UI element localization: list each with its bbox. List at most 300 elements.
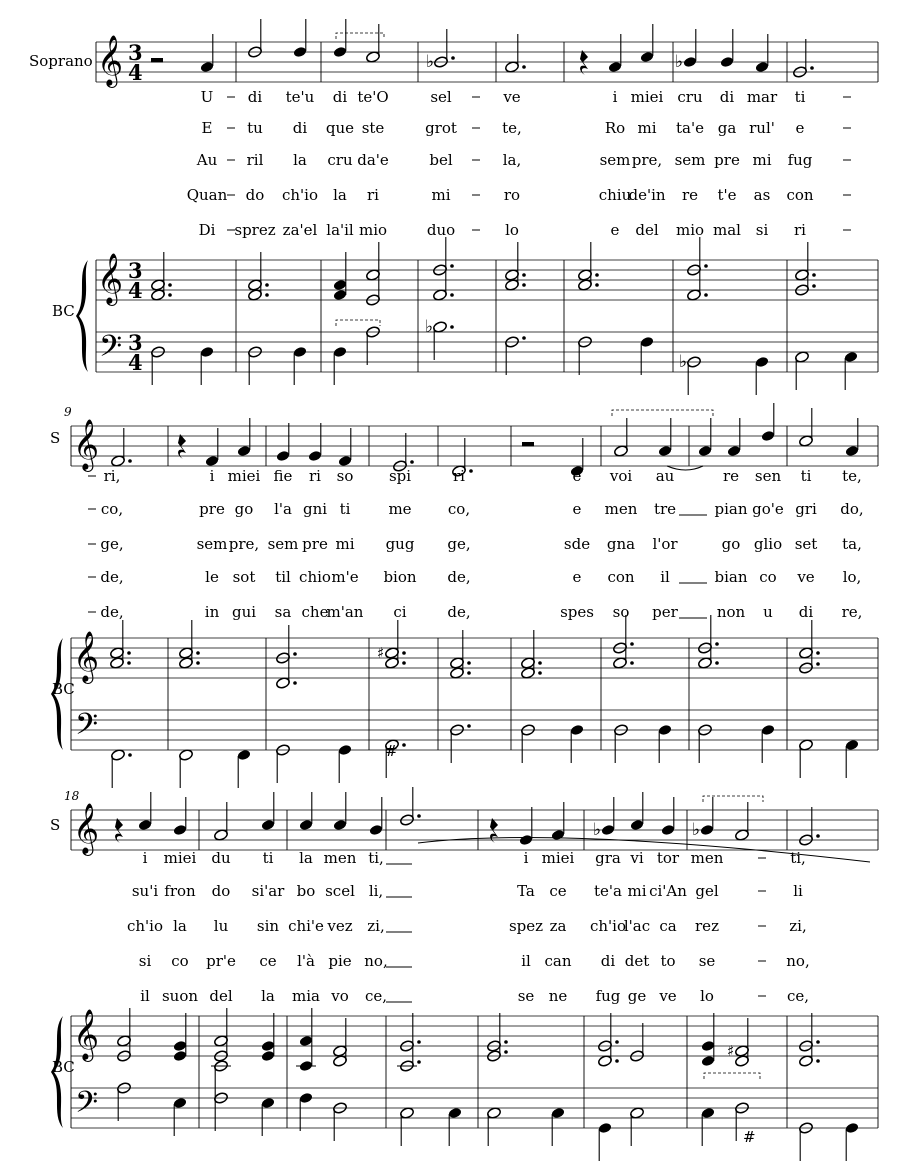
lyric-syllable: miei [630, 88, 664, 106]
lyric-syllable: co, [100, 500, 124, 518]
half-rest [522, 442, 534, 447]
lyric-syllable: Au [196, 151, 218, 169]
lyric-syllable: di [600, 952, 616, 970]
augmentation-dot [450, 293, 454, 297]
lyric-syllable: la [293, 151, 307, 169]
augmentation-dot [812, 273, 816, 277]
lyric-syllable: ne [548, 987, 568, 1005]
augmentation-dot [630, 661, 634, 665]
lyric-syllable: E [201, 119, 213, 137]
notehead-fill [755, 356, 770, 368]
note-G4 [308, 450, 323, 462]
notehead-fill [333, 279, 348, 291]
augmentation-dot [615, 1040, 619, 1044]
lyric-syllable: cru [327, 151, 353, 169]
lyric-syllable: tu [247, 119, 263, 137]
notehead-fill [173, 824, 188, 836]
lyric-syllable: sot [232, 568, 256, 586]
augmentation-dot [595, 273, 599, 277]
augmentation-dot [715, 661, 719, 665]
lyric-syllable: Ta [517, 882, 535, 900]
augmentation-dot [168, 283, 172, 287]
lyric-syllable: bo [296, 882, 316, 900]
notehead-fill [630, 819, 645, 831]
lyric-syllable: gel [695, 882, 719, 900]
notehead-fill [293, 46, 308, 58]
augmentation-dot [196, 651, 200, 655]
note-F2 [237, 749, 252, 761]
quarter-rest [580, 50, 588, 75]
lyric-syllable: que [325, 119, 355, 137]
note-B4 [173, 824, 188, 836]
note-B4 [601, 824, 616, 836]
lyric-syllable: ti [794, 88, 806, 106]
notehead-fill [338, 455, 353, 467]
note-C5 [299, 819, 314, 831]
augmentation-dot [704, 293, 708, 297]
lyric-syllable: la [261, 987, 275, 1005]
note-G2 [338, 744, 353, 756]
lyric-syllable: can [544, 952, 572, 970]
lyric-syllable: de, [447, 603, 471, 621]
note-G2 [598, 1122, 613, 1134]
lyric-syllable: non [716, 603, 746, 621]
augmentation-dot [816, 1040, 820, 1044]
lyric-syllable: di [292, 119, 308, 137]
lyric-syllable: si [755, 221, 769, 239]
chord-note-D4 [701, 1055, 716, 1067]
lyric-syllable: i [142, 849, 148, 867]
note-B4 [700, 824, 715, 836]
lyric-syllable: do, [840, 500, 864, 518]
lyric-syllable: lo [505, 221, 519, 239]
sharp-sign: ♯ [727, 1042, 735, 1060]
lyric-syllable: il [660, 568, 670, 586]
notehead-fill [261, 819, 276, 831]
lyric-syllable: da'e [357, 151, 389, 169]
notehead-fill [551, 1107, 566, 1119]
augmentation-dot [522, 283, 526, 287]
soprano-staff-2 [71, 426, 878, 466]
lyric-syllable: go'e [752, 500, 784, 518]
notehead-fill [519, 834, 534, 846]
bc-label-1: BC [52, 302, 75, 320]
augmentation-dot [816, 662, 820, 666]
lyric-syllable: miei [163, 849, 197, 867]
notehead-fill [700, 824, 715, 836]
lyric-syllable: tor [656, 849, 680, 867]
chord-note-A4 [333, 279, 348, 291]
note-D3 [658, 724, 673, 736]
lyric-syllable: il [521, 952, 531, 970]
augmentation-dot [196, 661, 200, 665]
lyric-syllable: de, [100, 568, 124, 586]
lyric-syllable: si [138, 952, 152, 970]
lyric-syllable: si'ar [251, 882, 285, 900]
lyric-syllable: ti, [790, 849, 806, 867]
note-B4 [720, 56, 735, 68]
ligature-bracket [703, 796, 763, 802]
lyric-syllable: miei [541, 849, 575, 867]
bass-clef-icon: 𝄢 [75, 708, 99, 749]
augmentation-dot [127, 661, 131, 665]
notehead-fill [200, 61, 215, 73]
lyric-syllable: il [140, 987, 150, 1005]
lyric-syllable: di [332, 88, 348, 106]
notehead-fill [658, 724, 673, 736]
augmentation-dot [467, 724, 471, 728]
lyric-syllable: mi [627, 882, 647, 900]
augmentation-dot [402, 743, 406, 747]
augmentation-dot [504, 1040, 508, 1044]
lyric-syllable: e [795, 119, 805, 137]
notehead-fill [261, 1097, 276, 1109]
lyric-syllable: u [763, 603, 773, 621]
note-D5 [761, 430, 776, 442]
lyric-syllable: ti [262, 849, 274, 867]
lyric-syllable: ce [549, 882, 567, 900]
notehead-fill [333, 289, 348, 301]
note-C3 [701, 1107, 716, 1119]
lyric-syllable: Di [198, 221, 216, 239]
lyric-syllable: sem [267, 535, 299, 553]
bass-clef-icon: 𝄢 [99, 330, 123, 371]
note-D3 [333, 346, 348, 358]
treble-clef-icon: 𝄞 [73, 1009, 100, 1060]
augmentation-dot [417, 1040, 421, 1044]
lyric-syllable: lo, [842, 568, 862, 586]
augmentation-dot [816, 651, 820, 655]
augmentation-dot [504, 1050, 508, 1054]
lyric-syllable: con [607, 568, 635, 586]
lyric-syllable: me [388, 500, 412, 518]
notehead-fill [720, 56, 735, 68]
lyric-syllable: la'il [326, 221, 354, 239]
augmentation-dot [128, 459, 132, 463]
chord-note-A4 [299, 1035, 314, 1047]
flat-sign: ♭ [426, 52, 435, 72]
lyric-syllable: so [336, 467, 354, 485]
lyric-syllable: e [572, 467, 582, 485]
lyric-syllable: pre [714, 151, 740, 169]
lyric-syllable: de, [447, 568, 471, 586]
note-C3 [844, 351, 859, 363]
notehead-fill [299, 1092, 314, 1104]
lyric-syllable: do [211, 882, 231, 900]
lyric-syllable: ri, [103, 467, 121, 485]
measure-number-18: 18 [64, 789, 80, 803]
lyric-syllable: ro [503, 186, 521, 204]
lyric-syllable: mio [675, 221, 705, 239]
augmentation-dot [595, 283, 599, 287]
lyric-syllable: l'a [274, 500, 292, 518]
note-F3 [640, 336, 655, 348]
augmentation-dot [293, 681, 297, 685]
notehead-fill [755, 61, 770, 73]
lyric-syllable: ge [627, 987, 647, 1005]
lyric-syllable: m'an [326, 603, 364, 621]
note-C5 [333, 819, 348, 831]
lyric-syllable: ch'io [589, 917, 627, 935]
notehead-fill [551, 829, 566, 841]
chord-note-F4 [333, 289, 348, 301]
bc-bass-staff-3 [71, 1088, 878, 1128]
lyric-syllable: gug [385, 535, 415, 553]
lyric-syllable: scel [325, 882, 355, 900]
augmentation-dot [417, 1060, 421, 1064]
lyric-syllable: duo [426, 221, 456, 239]
lyric-syllable: ch'io [281, 186, 319, 204]
lyric-syllable: til [275, 568, 291, 586]
notehead-fill [299, 1060, 314, 1072]
lyric-syllable: in [204, 603, 220, 621]
chord-note-E4 [261, 1050, 276, 1062]
notehead-fill [448, 1107, 463, 1119]
note-B4 [369, 824, 384, 836]
note-A4 [755, 61, 770, 73]
lyric-syllable: fie [273, 467, 293, 485]
note-F4 [338, 455, 353, 467]
lyric-syllable: za [549, 917, 567, 935]
lyric-syllable: e [610, 221, 620, 239]
notehead-fill [845, 445, 860, 457]
lyric-syllable: la [299, 849, 313, 867]
lyric-syllable: chi'e [288, 917, 324, 935]
lyric-syllable: se [517, 987, 535, 1005]
lyric-syllable: Quan [186, 186, 228, 204]
lyric-syllable: del [209, 987, 233, 1005]
lyric-syllable: gni [302, 500, 328, 518]
lyric-syllable: le [205, 568, 219, 586]
time-signature-denominator: 4 [128, 350, 143, 375]
notehead-fill [237, 749, 252, 761]
notehead-fill [138, 819, 153, 831]
notehead-fill [261, 1040, 276, 1052]
lyric-syllable: te'u [285, 88, 315, 106]
lyric-syllable: ti [339, 500, 351, 518]
note-C3 [551, 1107, 566, 1119]
note-A2 [845, 739, 860, 751]
lyric-syllable: men [323, 849, 357, 867]
lyric-syllable: per [652, 603, 678, 621]
lyric-syllable: mi [335, 535, 355, 553]
lyric-syllable: cru [677, 88, 703, 106]
lyric-syllable: sprez [234, 221, 276, 239]
augmentation-dot [538, 661, 542, 665]
note-D3 [761, 724, 776, 736]
augmentation-dot [810, 66, 814, 70]
lyric-syllable: di [247, 88, 263, 106]
lyric-syllable: vo [331, 987, 349, 1005]
soprano-label: Soprano [29, 52, 93, 70]
lyric-syllable: ve [797, 568, 815, 586]
lyric-syllable: ce, [364, 987, 388, 1005]
note-G2 [845, 1122, 860, 1134]
lyric-syllable: ga [717, 119, 737, 137]
lyric-syllable: l'à [297, 952, 315, 970]
lyric-syllable: vez [327, 917, 353, 935]
chord-note-C4 [299, 1060, 314, 1072]
lyric-syllable: re [722, 467, 740, 485]
lyric-syllable: di [798, 603, 814, 621]
notehead-fill [369, 824, 384, 836]
notehead-fill [205, 455, 220, 467]
notehead-fill [761, 724, 776, 736]
augmentation-dot [469, 469, 473, 473]
note-A4 [237, 445, 252, 457]
notehead-fill [698, 445, 713, 457]
notehead-fill [173, 1050, 188, 1062]
notehead-fill [200, 346, 215, 358]
augmentation-dot [522, 65, 526, 69]
lyric-syllable: gui [231, 603, 257, 621]
lyric-syllable: pre, [228, 535, 260, 553]
treble-clef-icon: 𝄞 [73, 803, 100, 854]
brace [76, 260, 88, 372]
lyric-syllable: go [721, 535, 741, 553]
augmentation-dot [265, 293, 269, 297]
lyric-syllable: co, [447, 500, 471, 518]
lyric-syllable: grot [425, 119, 457, 137]
note-A4 [845, 445, 860, 457]
augmentation-dot [715, 642, 719, 646]
lyric-syllable: ve [659, 987, 677, 1005]
lyric-syllable: ril [246, 151, 264, 169]
notehead-fill [276, 450, 291, 462]
ligature-bracket [704, 1073, 760, 1079]
note-E3 [261, 1097, 276, 1109]
note-A4 [658, 445, 673, 457]
lyric-syllable: pre, [631, 151, 663, 169]
lyric-syllable: l'ac [623, 917, 651, 935]
augmentation-dot [451, 56, 455, 60]
lyric-syllable: bel [429, 151, 453, 169]
bc-label-2: BC [52, 680, 75, 698]
lyric-syllable: ci [393, 603, 407, 621]
lyric-syllable: sde [563, 535, 591, 553]
lyric-syllable: de'in [628, 186, 666, 204]
augmentation-dot [127, 651, 131, 655]
note-C3 [448, 1107, 463, 1119]
lyric-syllable: lo [700, 987, 714, 1005]
lyric-syllable: mi [637, 119, 657, 137]
lyric-syllable: bion [383, 568, 417, 586]
lyric-syllable: fug [787, 151, 813, 169]
lyric-syllable: ca [659, 917, 677, 935]
lyric-syllable: ta, [842, 535, 862, 553]
time-signature-denominator: 4 [128, 60, 143, 85]
notehead-fill [173, 1040, 188, 1052]
lyric-syllable: to [660, 952, 676, 970]
lyric-syllable: au [655, 467, 675, 485]
lyric-syllable: su'i [131, 882, 159, 900]
notehead-fill [237, 445, 252, 457]
quarter-rest [178, 434, 186, 459]
lyric-syllable: gra [595, 849, 621, 867]
notehead-fill [658, 445, 673, 457]
lyric-syllable: det [624, 952, 650, 970]
lyric-syllable: so [612, 603, 630, 621]
notehead-fill [761, 430, 776, 442]
chord-note-E4 [173, 1050, 188, 1062]
figure-sharp-1: # [385, 742, 398, 760]
note-C5 [261, 819, 276, 831]
lyric-syllable: l'or [652, 535, 678, 553]
augmentation-dot [816, 834, 820, 838]
time-signature-numerator: 3 [128, 258, 143, 283]
augmentation-dot [168, 293, 172, 297]
lyric-syllable: go [234, 500, 254, 518]
lyric-syllable: ri [309, 467, 321, 485]
sharp-sign: ♯ [377, 644, 385, 662]
lyric-syllable: sin [256, 917, 280, 935]
augmentation-dot [816, 1059, 820, 1063]
lyric-syllable: fug [595, 987, 621, 1005]
lyric-syllable: do [245, 186, 265, 204]
flat-sign: ♭ [425, 317, 434, 337]
lyric-syllable: glio [753, 535, 783, 553]
lyric-syllable: de, [100, 603, 124, 621]
lyric-syllable: i [209, 467, 215, 485]
notehead-fill [293, 346, 308, 358]
note-G4 [276, 450, 291, 462]
measure-number-9: 9 [64, 405, 72, 419]
lyric-syllable: ri [367, 186, 379, 204]
lyric-syllable: miei [227, 467, 261, 485]
lyric-syllable: spes [560, 603, 594, 621]
bc-treble-staff-1 [96, 260, 878, 300]
lyric-syllable: ch'io [126, 917, 164, 935]
lyric-syllable: zi, [789, 917, 807, 935]
note-D5 [293, 46, 308, 58]
note-A4 [698, 445, 713, 457]
lyric-syllable: che [301, 603, 329, 621]
lyric-syllable: no, [364, 952, 388, 970]
quarter-rest [490, 818, 498, 843]
augmentation-dot [450, 325, 454, 329]
bc-bass-staff-2 [71, 710, 878, 750]
treble-clef-icon: 𝄞 [73, 419, 100, 470]
figure-sharp-2: # [743, 1128, 756, 1146]
lyric-syllable: as [753, 186, 771, 204]
augmentation-dot [265, 283, 269, 287]
lyric-syllable: chiu [598, 186, 632, 204]
lyric-syllable: ste [361, 119, 385, 137]
notehead-fill [661, 824, 676, 836]
lyric-syllable: fron [164, 882, 196, 900]
note-D3 [200, 346, 215, 358]
notehead-fill [299, 819, 314, 831]
time-signature-denominator: 4 [128, 278, 143, 303]
flat-sign: ♭ [692, 820, 701, 840]
chord-note-G4 [261, 1040, 276, 1052]
lyric-syllable: vi [630, 849, 644, 867]
notehead-fill [844, 351, 859, 363]
lyric-syllable: bian [714, 568, 748, 586]
note-A4 [608, 61, 623, 73]
lyric-syllable: te, [502, 119, 522, 137]
augmentation-dot [538, 671, 542, 675]
lyric-syllable: voi [609, 467, 633, 485]
lyric-syllable: te'O [357, 88, 389, 106]
lyric-syllable: ge, [100, 535, 124, 553]
notehead-fill [845, 739, 860, 751]
lyric-syllable: men [604, 500, 638, 518]
note-D3 [293, 346, 308, 358]
lyric-syllable: mi [431, 186, 451, 204]
lyric-syllable: li, [368, 882, 384, 900]
augmentation-dot [417, 814, 421, 818]
